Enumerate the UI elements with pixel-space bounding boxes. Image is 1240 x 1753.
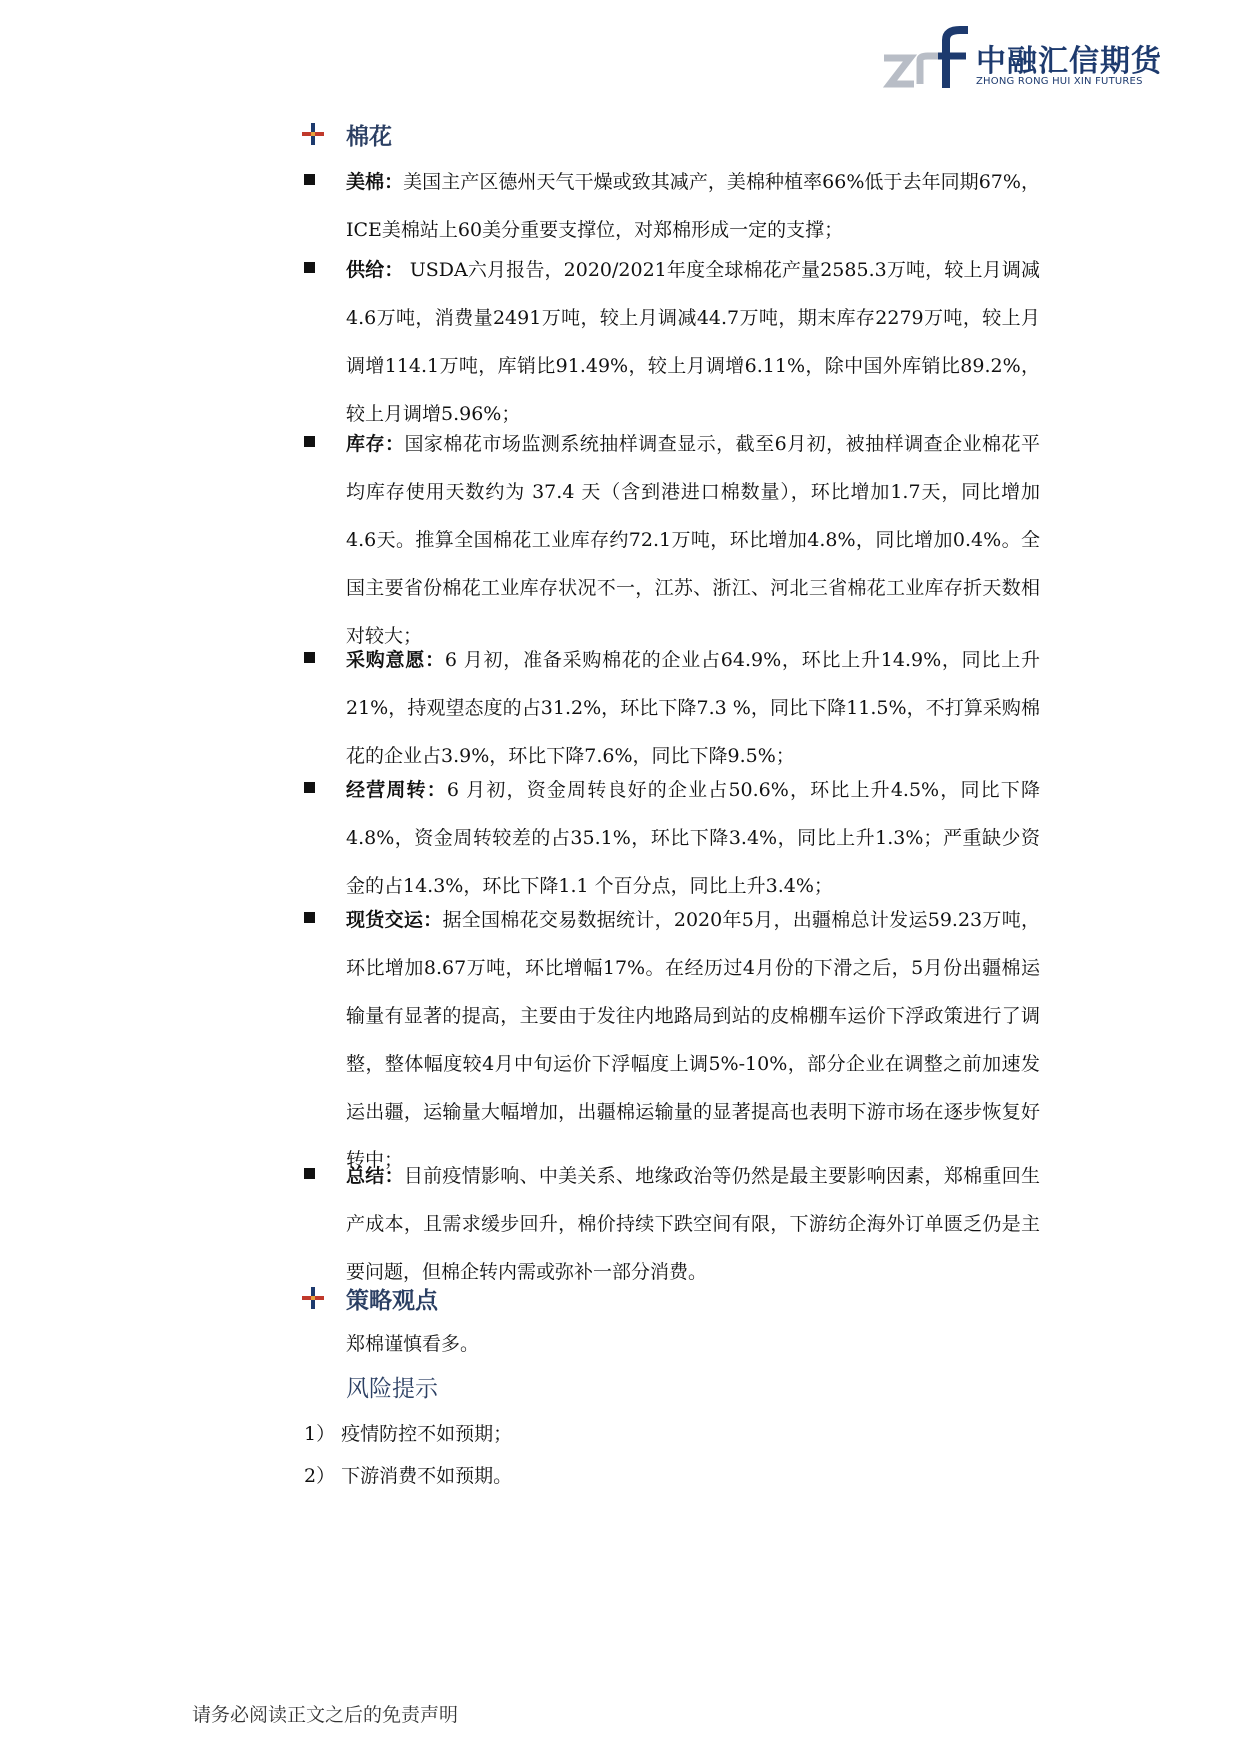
plus-cross-icon — [300, 121, 326, 147]
company-logo — [880, 26, 1180, 92]
zrf-logo-icon — [880, 26, 970, 92]
bullet-purchase-intention — [300, 636, 1040, 780]
bullet-label: 现货交运： — [346, 909, 443, 931]
square-bullet-icon — [304, 652, 315, 663]
bullet-body: USDA六月报告，2020/2021年度全球棉花产量2585.3万吨，较上月调减4.6万吨，消费量2491万吨，较上月调减44.7万吨，期末库存2279万吨，较上月调增114.1万吨，库销比91.49%，较上月调增6.11%，除中国外库销比89.2%，较上月调增5.96%； — [346, 259, 1040, 425]
plus-cross-icon — [300, 1285, 326, 1311]
bullet-summary — [300, 1152, 1040, 1296]
bullet-text — [346, 420, 1040, 660]
bullet-operating-turnover — [300, 766, 1040, 910]
bullet-label: 美棉： — [346, 171, 404, 193]
square-bullet-icon — [304, 782, 315, 793]
bullet-label: 采购意愿： — [346, 649, 445, 671]
risk-item: 1） 疫情防控不如预期； — [304, 1423, 513, 1445]
logo-chinese-name: 中融汇信期货 — [976, 44, 1162, 79]
logo-english-name: ZHONG RONG HUI XIN FUTURES — [976, 76, 1143, 87]
section-heading-strategy — [300, 1280, 438, 1316]
section-title: 策略观点 — [346, 1287, 438, 1314]
square-bullet-icon — [304, 1168, 315, 1179]
risk-title: 风险提示 — [346, 1376, 438, 1402]
bullet-label: 供给： — [346, 259, 404, 281]
bullet-text — [346, 246, 1040, 438]
square-bullet-icon — [304, 174, 315, 185]
bullet-body: 国家棉花市场监测系统抽样调查显示，截至6月初，被抽样调查企业棉花平均库存使用天数约为 37.4 天（含到港进口棉数量），环比增加1.7天，同比增加4.6天。推算全国棉花工业库存约72.1万吨，环比增加4.8%，同比增加0.4%。全国主要省份棉花工业库存状况不一，江苏、浙江、河北三省棉花工业库存折天数相对较大； — [346, 433, 1040, 647]
square-bullet-icon — [304, 262, 315, 273]
bullet-text — [346, 158, 1040, 254]
bullet-inventory — [300, 420, 1040, 660]
square-bullet-icon — [304, 912, 315, 923]
bullet-body: 美国主产区德州天气干燥或致其减产，美棉种植率66%低于去年同期67%，ICE美棉站上60美分重要支撑位，对郑棉形成一定的支撑； — [346, 171, 1040, 241]
bullet-body: 6 月初，资金周转良好的企业占50.6%，环比上升4.5%，同比下降4.8%，资金周转较差的占35.1%，环比下降3.4%，同比上升1.3%；严重缺少资金的占14.3%，环比下降1.1 个百分点，同比上升3.4%； — [346, 779, 1040, 897]
bullet-body: 目前疫情影响、中美关系、地缘政治等仍然是最主要影响因素，郑棉重回生产成本，且需求缓步回升，棉价持续下跌空间有限，下游纺企海外订单匮乏仍是主要问题，但棉企转内需或弥补一部分消费。 — [346, 1165, 1040, 1283]
bullet-text — [346, 636, 1040, 780]
bullet-body: 据全国棉花交易数据统计，2020年5月，出疆棉总计发运59.23万吨，环比增加8.67万吨，环比增幅17%。在经历过4月份的下滑之后，5月份出疆棉运输量有显著的提高，主要由于发往内地路局到站的皮棉棚车运价下浮政策进行了调整，整体幅度较4月中旬运价下浮幅度上调5%-10%，部分企业在调整之前加速发运出疆，运输量大幅增加，出疆棉运输量的显著提高也表明下游市场在逐步恢复好转中； — [346, 909, 1040, 1171]
risk-item: 2） 下游消费不如预期。 — [304, 1465, 513, 1487]
bullet-label: 总结： — [346, 1165, 404, 1187]
bullet-spot-shipping — [300, 896, 1040, 1184]
bullet-body: 6 月初，准备采购棉花的企业占64.9%，环比上升14.9%，同比上升21%，持观望态度的占31.2%，环比下降7.3 %，同比下降11.5%，不打算采购棉花的企业占3.9%，环比下降7.6%，同比下降9.5%； — [346, 649, 1040, 767]
strategy-view: 郑棉谨慎看多。 — [346, 1333, 480, 1355]
bullet-supply — [300, 246, 1040, 438]
bullet-text — [346, 896, 1040, 1184]
bullet-us-cotton — [300, 158, 1040, 254]
bullet-text — [346, 766, 1040, 910]
bullet-text — [346, 1152, 1040, 1296]
section-heading-cotton — [300, 116, 392, 152]
section-title: 棉花 — [346, 123, 392, 150]
square-bullet-icon — [304, 436, 315, 447]
bullet-label: 库存： — [346, 433, 405, 455]
footer-disclaimer: 请务必阅读正文之后的免责声明 — [192, 1704, 459, 1726]
bullet-label: 经营周转： — [346, 779, 447, 801]
